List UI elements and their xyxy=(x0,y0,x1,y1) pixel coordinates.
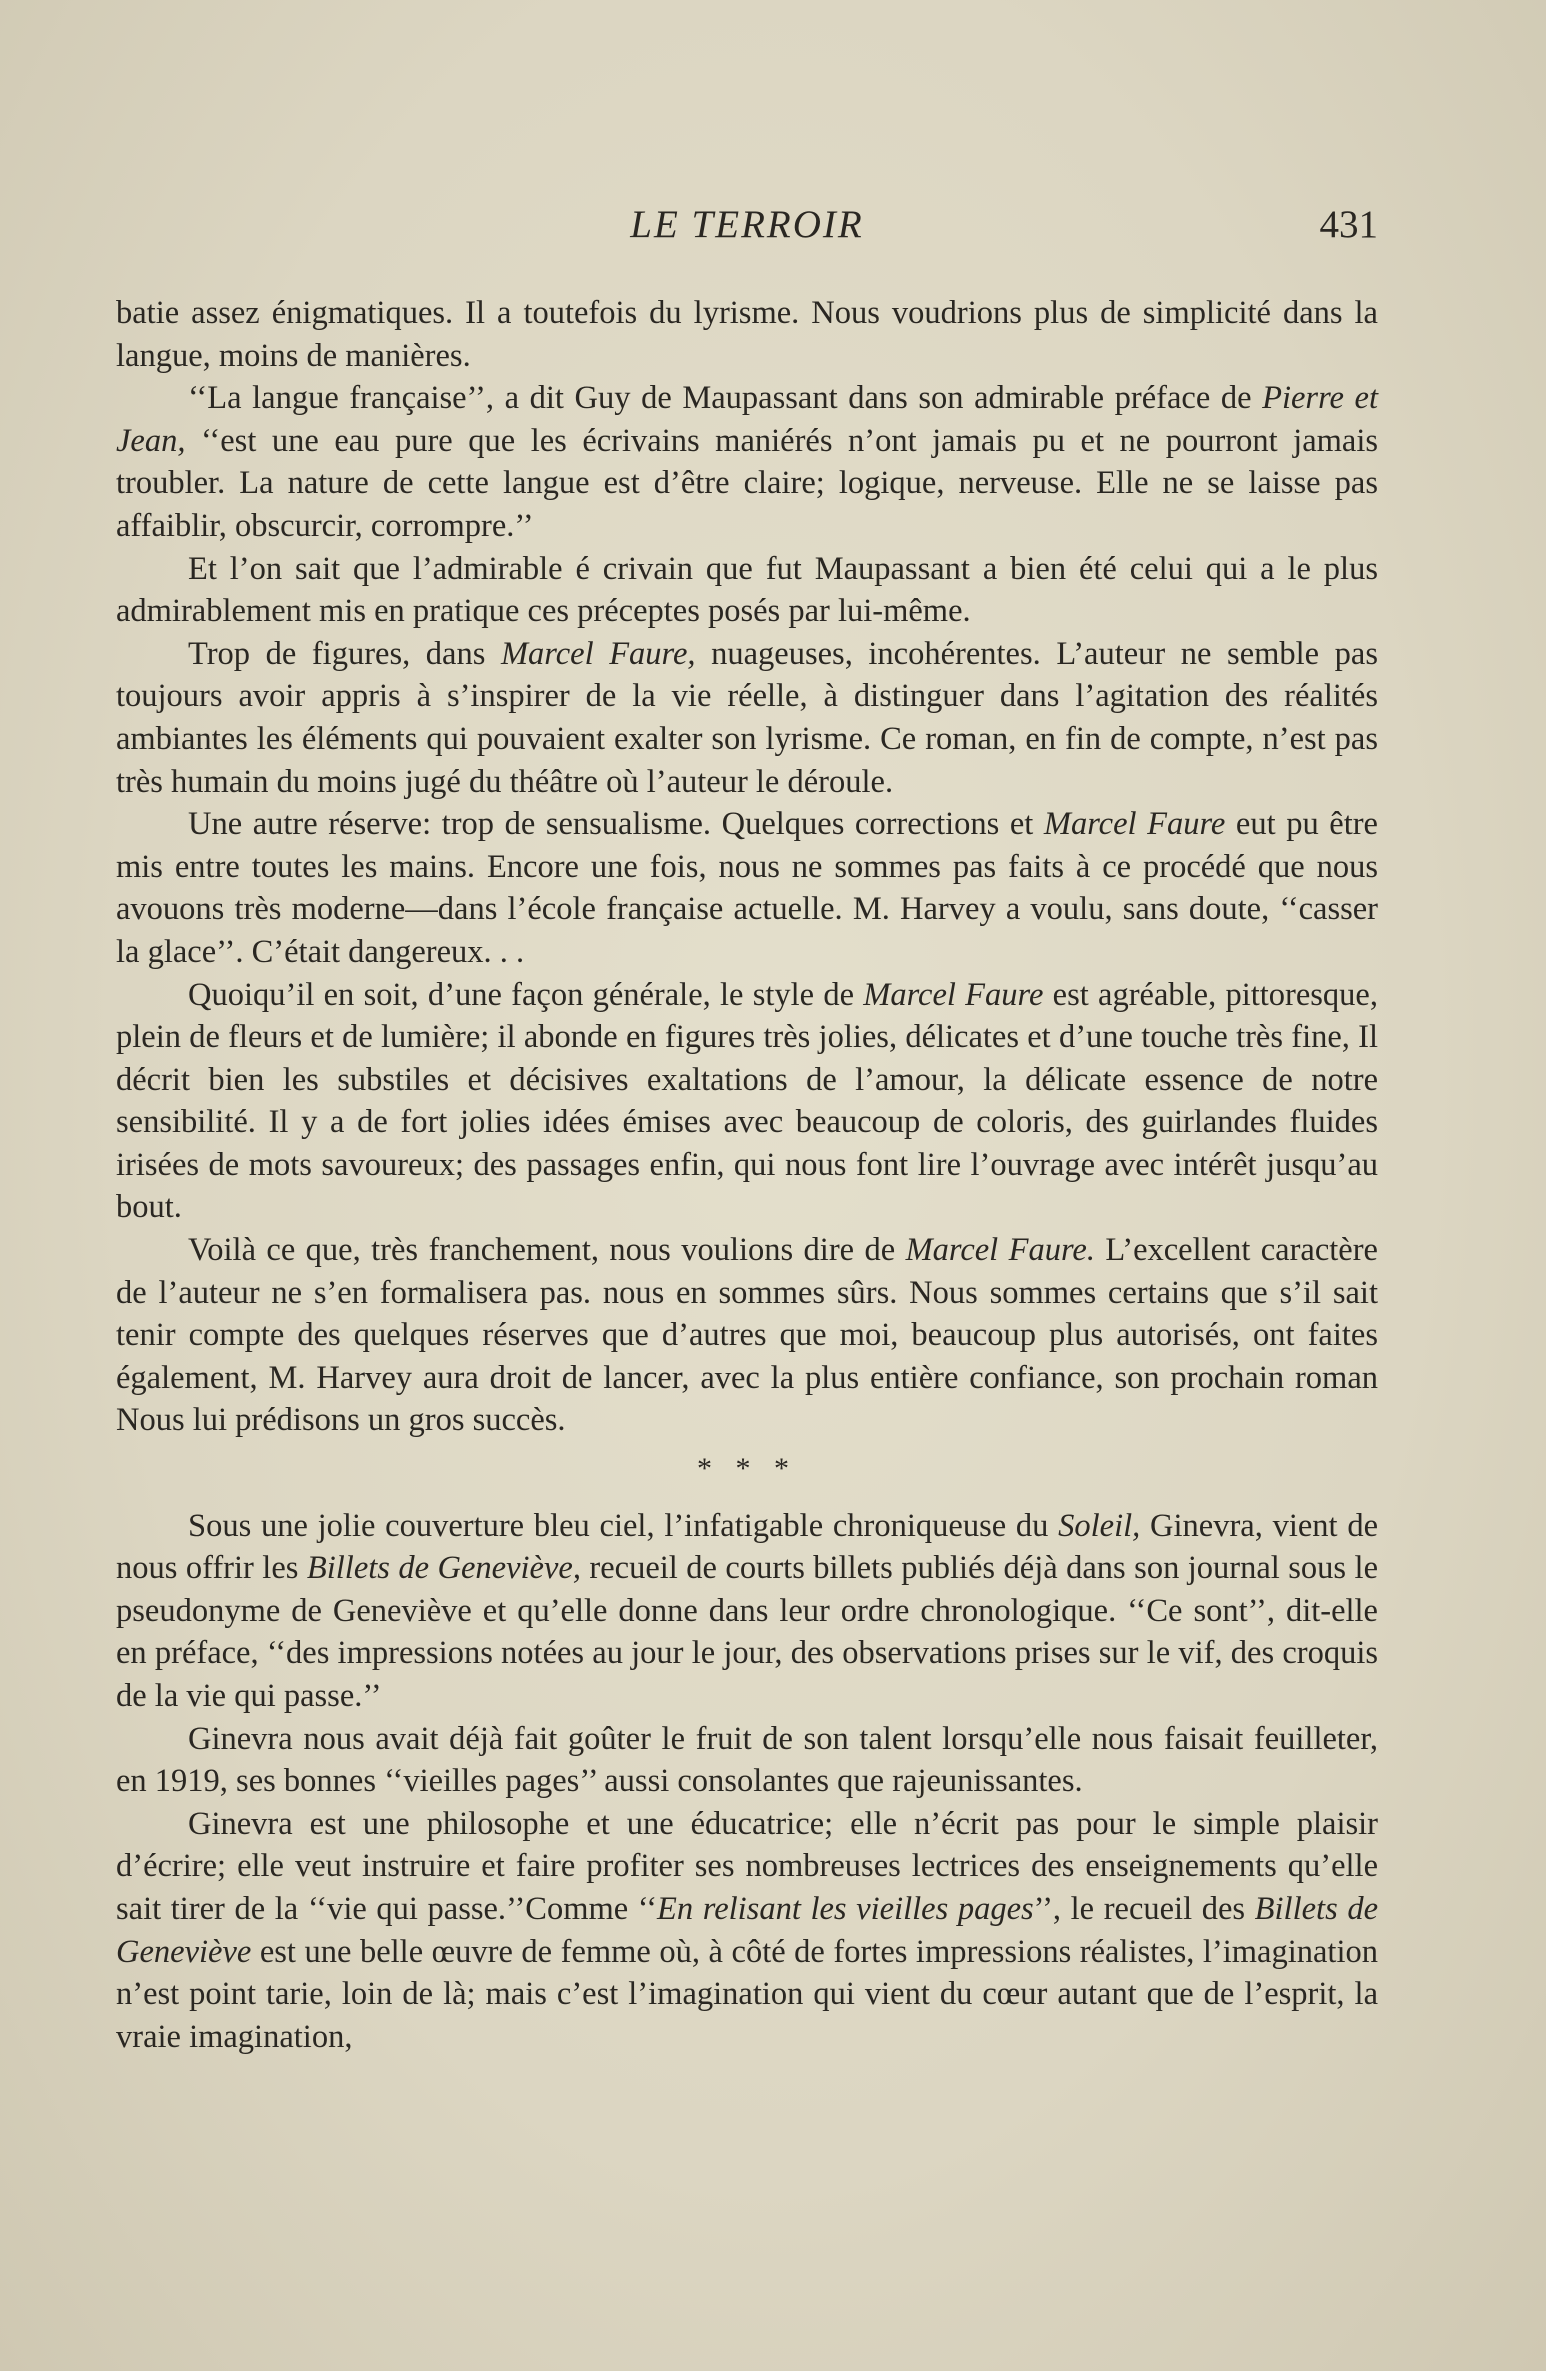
italic-title: Marcel Faure xyxy=(863,976,1044,1013)
italic-title: En relisant les vieilles pages xyxy=(657,1890,1034,1927)
text-run: batie assez énigmatiques. Il a toutefois du lyrisme. Nous voudrions plus de simplicité dans la langue, moins de manières. xyxy=(116,295,1378,374)
section-separator: * * * xyxy=(697,1452,797,1486)
italic-title: Billets de Geneviève, xyxy=(306,1550,581,1587)
paragraph-p5 xyxy=(116,803,1378,973)
text-run: L’excellent caractère de l’auteur ne s’en formalisera pas. nous en sommes sûrs. Nous sommes certains que s’il sait tenir compte des quelques réserves que d’autres que moi, beaucoup plus autorisés, ont faites également, M. Harvey aura droit de lancer, avec la plus entière confiance, son prochain roman Nous lui prédisons un gros succès. xyxy=(116,1232,1378,1439)
text-run: Trop de figures, dans xyxy=(188,635,501,672)
italic-title: Soleil, xyxy=(1058,1507,1141,1544)
text-run: est une belle œuvre de femme où, à côté de fortes impressions réalistes, l’imagination n’est point tarie, loin de là; mais c’est l’imagination qui vient du cœur autant que de l’esprit, la vraie imagination, xyxy=(116,1933,1378,2055)
italic-title: Billets de Geneviève xyxy=(116,1890,1379,1970)
text-run: Quoiqu’il en soit, d’une façon générale, le style de xyxy=(188,976,864,1013)
paragraph-p8 xyxy=(116,1505,1378,1718)
text-run: Ginevra, vient de nous offrir les xyxy=(116,1507,1378,1587)
paragraph-p4 xyxy=(116,633,1378,803)
italic-title: Pierre et Jean, xyxy=(116,380,1379,459)
text-run: ‘‘est une eau pure que les écrivains maniérés n’ont jamais pu et ne pourront jamais troubler. La nature de cette langue est d’être claire; logique, nerveuse. Elle ne se laisse pas affaiblir, obscurcir, corrompre.’’ xyxy=(116,422,1378,544)
text-run: Voilà ce que, très franchement, nous voulions dire de xyxy=(188,1232,906,1269)
review-section-genevieve xyxy=(116,1505,1378,2059)
paragraph-p9 xyxy=(116,1718,1378,1803)
italic-title: Marcel Faure. xyxy=(905,1232,1095,1269)
text-run: Sous une jolie couverture bleu ciel, l’infatigable chroniqueuse du xyxy=(188,1507,1059,1544)
running-head xyxy=(116,202,1378,262)
paragraph-p2 xyxy=(116,377,1378,547)
paragraph-p10 xyxy=(116,1803,1378,2059)
text-run: eut pu être mis entre toutes les mains. Encore une fois, nous ne sommes pas faits à ce procédé que nous avouons très moderne—dans l’école française actuelle. M. Harvey a voulu, sans doute, ‘‘casser la glace’’. C’était dangereux. . . xyxy=(116,806,1378,970)
running-title: LE TERROIR xyxy=(630,203,864,246)
text-run: Ginevra est une philosophe et une éducatrice; elle n’écrit pas pour le simple plaisir d’écrire; elle veut instruire et faire profiter ses nombreuses lectrices des enseignements qu’elle sait tirer de la ‘‘vie qui passe.’’Comme ‘‘ xyxy=(116,1805,1378,1927)
text-run: recueil de courts billets publiés déjà dans son journal sous le pseudonyme de Geneviève et qu’elle donne dans leur ordre chronologique. ‘‘Ce sont’’, dit-elle en préface, ‘‘des impressions notées au jour le jour, des observations prises sur le vif, des croquis de la vie qui passe.’’ xyxy=(116,1550,1378,1714)
review-section xyxy=(116,292,1378,1442)
italic-title: Marcel Faure xyxy=(1043,806,1226,843)
text-run: nuageuses, incohérentes. L’auteur ne semble pas toujours avoir appris à s’inspirer de la vie réelle, à distinguer dans l’agitation des réalités ambiantes les éléments qui pouvaient exalter son lyrisme. Ce roman, en fin de compte, n’est pas très humain du moins jugé du théâtre où l’auteur le déroule. xyxy=(116,635,1379,800)
text-run: ’’, le recueil des xyxy=(1033,1890,1255,1927)
paragraph-p1 xyxy=(116,292,1378,377)
text-run: Et l’on sait que l’admirable é crivain que fut Maupassant a bien été celui qui a le plus admirablement mis en pratique ces préceptes posés par lui-même. xyxy=(116,550,1378,630)
paragraph-p3 xyxy=(116,548,1378,633)
body-text xyxy=(116,292,1378,2058)
paragraph-p6 xyxy=(116,974,1378,1230)
text-run: Une autre réserve: trop de sensualisme. Quelques corrections et xyxy=(188,806,1044,843)
text-run: est agréable, pittoresque, plein de fleurs et de lumière; il abonde en figures très jolies, délicates et d’une touche très fine, Il décrit bien les substiles et décisives exaltations de l’amour, la délicate essence de notre sensibilité. Il y a de fort jolies idées émises avec beaucoup de coloris, des guirlandes fluides irisées de mots savoureux; des passages enfin, qui nous font lire l’ouvrage avec intérêt jusqu’au bout. xyxy=(116,976,1378,1226)
text-run: ‘‘La langue française’’, a dit Guy de Maupassant dans son admirable préface de xyxy=(188,380,1263,417)
page-number: 431 xyxy=(1319,203,1378,246)
italic-title: Marcel Faure, xyxy=(500,635,696,672)
text-run: Ginevra nous avait déjà fait goûter le fruit de son talent lorsqu’elle nous faisait feuilleter, en 1919, ses bonnes ‘‘vieilles pages’’ aussi consolantes que rajeunissantes. xyxy=(116,1720,1378,1800)
paragraph-p7 xyxy=(116,1229,1378,1442)
